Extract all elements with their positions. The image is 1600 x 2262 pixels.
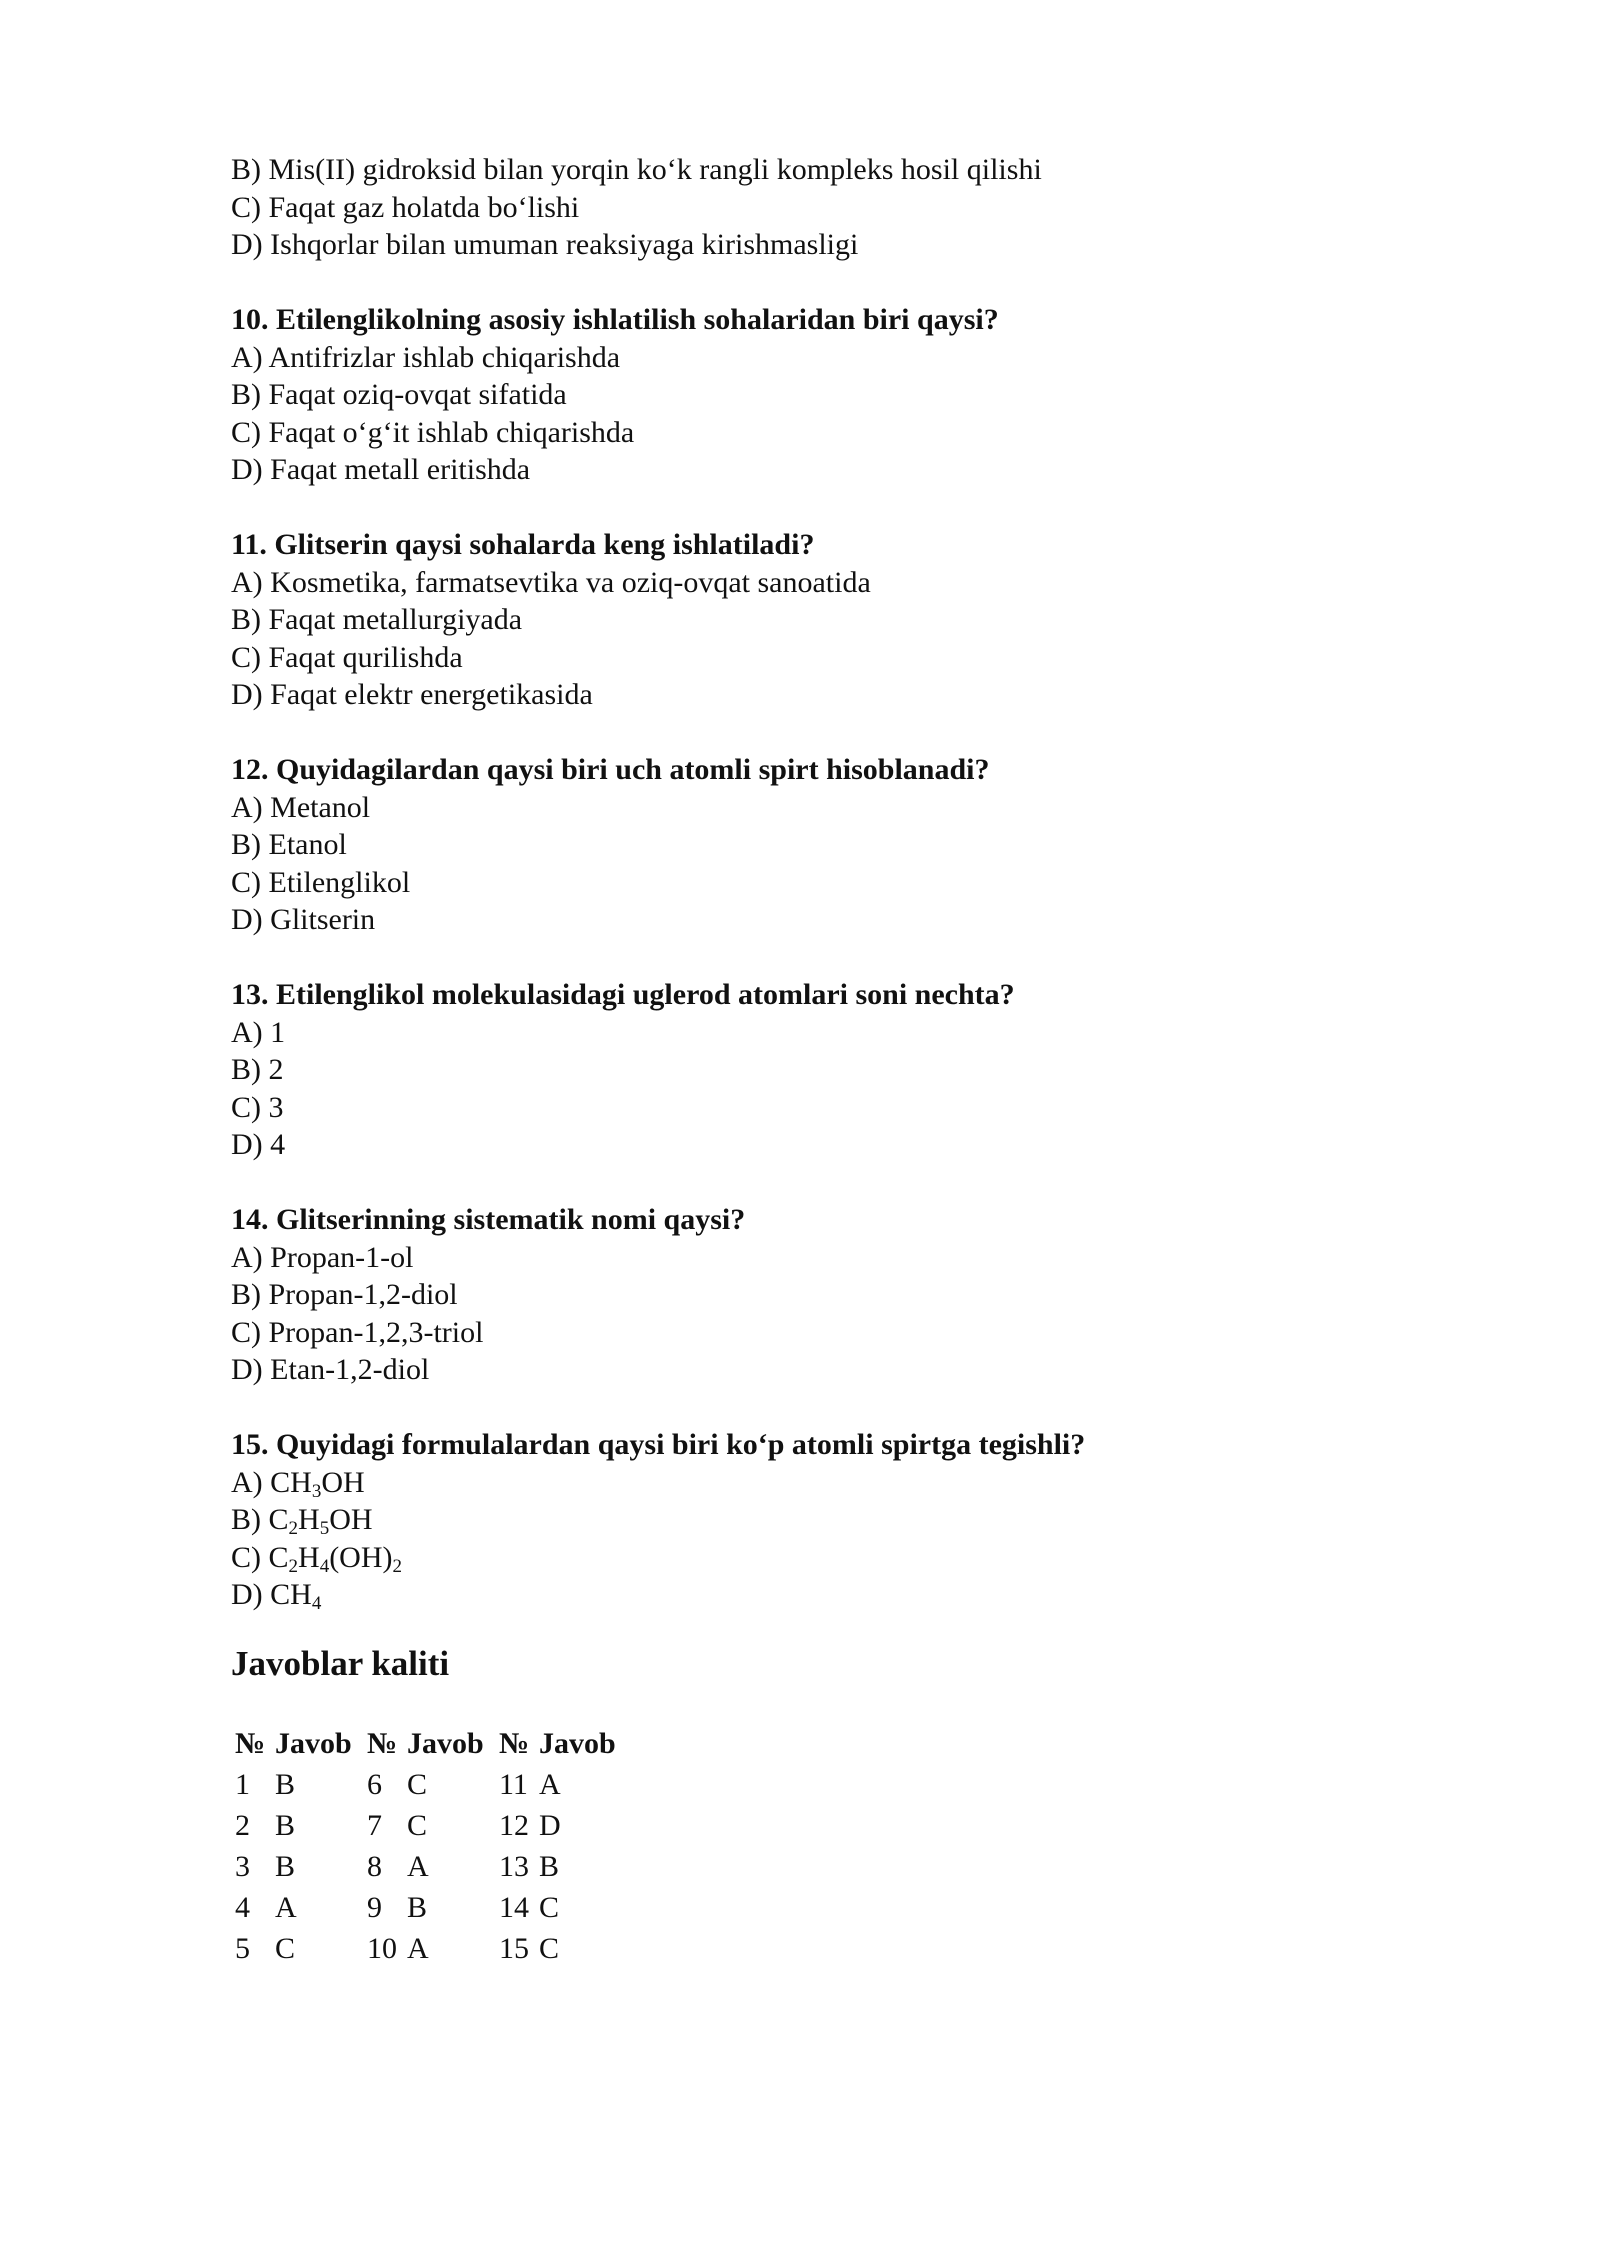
cell-number: 15 <box>499 1932 529 1965</box>
header-answer: Javob <box>407 1727 484 1760</box>
table-row <box>235 1765 631 1806</box>
question-13 <box>231 976 1431 1164</box>
header-number: № <box>367 1727 398 1760</box>
cell-number: 12 <box>499 1809 529 1842</box>
option-a: A) Antifrizlar ishlab chiqarishda <box>231 340 621 374</box>
header-answer: Javob <box>539 1727 616 1760</box>
question-15 <box>231 1426 1431 1614</box>
option-d: D) Glitserin <box>231 903 376 936</box>
question-title: 12. Quyidagilardan qaysi biri uch atomli spirt hisoblanadi? <box>231 753 990 786</box>
option-c: C) 3 <box>231 1090 284 1124</box>
cell-answer: C <box>539 1891 560 1924</box>
option-a: A) Metanol <box>231 790 371 824</box>
option-a: A) 1 <box>231 1015 286 1049</box>
cell-answer: C <box>407 1809 428 1842</box>
cell-answer: C <box>275 1932 296 1965</box>
option-b: B) Faqat metallurgiyada <box>231 603 523 636</box>
header-number: № <box>499 1727 530 1760</box>
cell-answer: B <box>275 1850 296 1883</box>
cell-number: 3 <box>235 1850 250 1883</box>
cell-answer: B <box>539 1850 560 1883</box>
cell-number: 6 <box>367 1768 382 1801</box>
cell-answer: A <box>539 1768 561 1801</box>
cell-answer: A <box>407 1932 429 1965</box>
cell-number: 1 <box>235 1768 250 1801</box>
question-title: 15. Quyidagi formulalardan qaysi biri ko‘p atomli spirtga tegishli? <box>231 1428 1086 1461</box>
cell-number: 4 <box>235 1891 250 1924</box>
cell-number: 13 <box>499 1850 529 1883</box>
option-b: B) $C_2H_5OH$ <box>231 1503 373 1539</box>
option-c: C) $C_2H_4(OH)_2$ <box>231 1540 402 1577</box>
option-line: D) Ishqorlar bilan umuman reaksiyaga kirishmasligi <box>231 228 859 261</box>
option-line: C) Faqat gaz holatda bo‘lishi <box>231 190 580 224</box>
cell-answer: A <box>407 1850 429 1883</box>
cell-answer: D <box>539 1809 561 1842</box>
cell-number: 2 <box>235 1809 250 1842</box>
cell-answer: A <box>275 1891 297 1924</box>
option-b: B) 2 <box>231 1053 284 1086</box>
cell-number: 11 <box>499 1768 528 1801</box>
header-number: № <box>235 1727 266 1760</box>
option-a: A) $CH_3OH$ <box>231 1465 365 1502</box>
question-14 <box>231 1201 1431 1389</box>
answer-key-header-row <box>235 1724 631 1765</box>
option-c: C) Faqat o‘g‘it ishlab chiqarishda <box>231 415 635 449</box>
option-d: D) Faqat elektr energetikasida <box>231 678 593 711</box>
answer-key-heading: Javoblar kaliti <box>231 1643 450 1683</box>
option-d: D) Faqat metall eritishda <box>231 453 531 486</box>
question-title: 14. Glitserinning sistematik nomi qaysi? <box>231 1203 746 1236</box>
option-d: D) $CH_4$ <box>231 1578 322 1614</box>
table-row <box>235 1888 631 1929</box>
cell-answer: B <box>275 1768 296 1801</box>
table-row <box>235 1806 631 1847</box>
option-a: A) Propan-1-ol <box>231 1240 414 1274</box>
option-c: C) Etilenglikol <box>231 865 411 899</box>
cell-answer: C <box>539 1932 560 1965</box>
option-line: B) Mis(II) gidroksid bilan yorqin ko‘k rangli kompleks hosil qilishi <box>231 153 1042 186</box>
question-10 <box>231 301 1431 489</box>
option-d: D) Etan-1,2-diol <box>231 1353 430 1386</box>
question-11 <box>231 526 1431 714</box>
table-row <box>235 1929 631 1970</box>
cell-answer: B <box>407 1891 428 1924</box>
option-c: C) Faqat qurilishda <box>231 640 463 674</box>
option-c: C) Propan-1,2,3-triol <box>231 1315 484 1349</box>
option-b: B) Propan-1,2-diol <box>231 1278 458 1311</box>
cell-answer: B <box>275 1809 296 1842</box>
cell-number: 7 <box>367 1809 382 1842</box>
question-12 <box>231 751 1431 939</box>
option-a: A) Kosmetika, farmatsevtika va oziq-ovqat sanoatida <box>231 565 871 599</box>
question-title: 11. Glitserin qaysi sohalarda keng ishlatiladi? <box>231 528 815 561</box>
question-title: 13. Etilenglikol molekulasidagi uglerod atomlari soni nechta? <box>231 978 1015 1011</box>
question-title: 10. Etilenglikolning asosiy ishlatilish sohalaridan biri qaysi? <box>231 303 999 336</box>
cell-number: 14 <box>499 1891 529 1924</box>
continued-options <box>231 151 1431 264</box>
option-b: B) Faqat oziq-ovqat sifatida <box>231 378 567 411</box>
document-page <box>231 151 1431 1970</box>
cell-answer: C <box>407 1768 428 1801</box>
table-row <box>235 1847 631 1888</box>
cell-number: 5 <box>235 1932 250 1965</box>
cell-number: 9 <box>367 1891 382 1924</box>
header-answer: Javob <box>275 1727 352 1760</box>
cell-number: 8 <box>367 1850 382 1883</box>
option-d: D) 4 <box>231 1128 286 1161</box>
answer-key-table <box>235 1724 631 1970</box>
cell-number: 10 <box>367 1932 397 1965</box>
option-b: B) Etanol <box>231 828 347 861</box>
